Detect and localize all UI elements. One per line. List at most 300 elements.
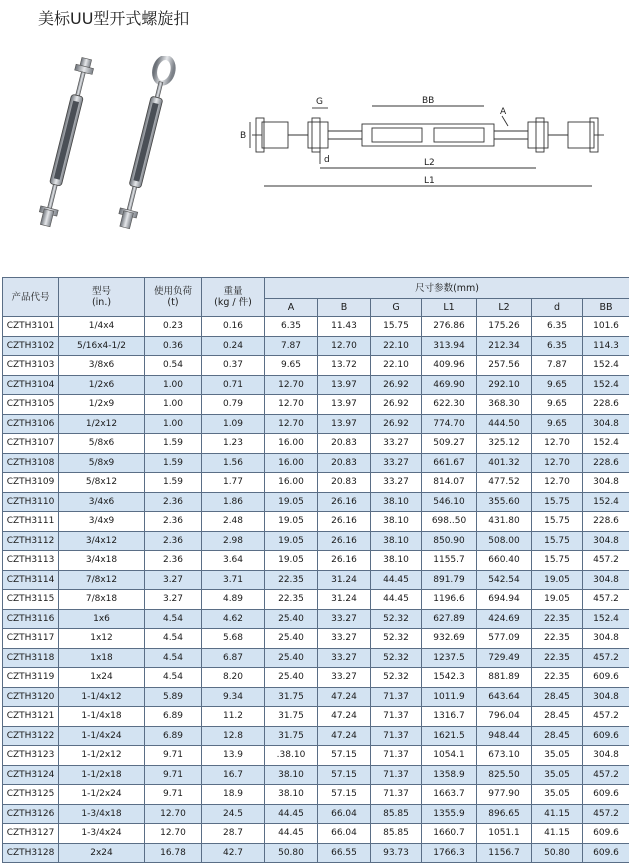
table-cell: 1/2x12: [59, 414, 145, 434]
table-cell: 228.6: [583, 512, 629, 532]
table-cell: CZTH3119: [3, 668, 59, 688]
table-cell: 57.15: [318, 785, 371, 805]
table-cell: 694.94: [477, 590, 532, 610]
table-cell: 12.70: [265, 375, 318, 395]
table-cell: 15.75: [532, 531, 583, 551]
table-cell: 47.24: [318, 687, 371, 707]
table-cell: CZTH3117: [3, 629, 59, 649]
table-cell: 1x6: [59, 609, 145, 629]
spec-table: [2, 277, 629, 863]
table-cell: 42.7: [202, 843, 265, 863]
table-cell: 1-1/2x24: [59, 785, 145, 805]
table-cell: 31.75: [265, 687, 318, 707]
table-cell: 25.40: [265, 668, 318, 688]
table-cell: 25.40: [265, 648, 318, 668]
table-cell: 577.09: [477, 629, 532, 649]
table-cell: 33.27: [318, 648, 371, 668]
table-cell: 66.04: [318, 804, 371, 824]
table-cell: 85.85: [371, 804, 422, 824]
table-cell: 26.16: [318, 531, 371, 551]
table-cell: 12.70: [265, 395, 318, 415]
table-cell: 3/4x18: [59, 551, 145, 571]
table-cell: CZTH3115: [3, 590, 59, 610]
table-cell: 31.75: [265, 726, 318, 746]
table-row: [3, 843, 629, 863]
table-cell: 304.8: [583, 629, 629, 649]
table-row: [3, 434, 629, 454]
table-cell: 3/4x9: [59, 512, 145, 532]
table-cell: 1-1/2x18: [59, 765, 145, 785]
table-cell: 1621.5: [422, 726, 477, 746]
table-cell: 26.92: [371, 414, 422, 434]
table-cell: 9.65: [532, 414, 583, 434]
table-cell: 2.36: [145, 551, 202, 571]
table-cell: 2.36: [145, 492, 202, 512]
table-cell: 19.05: [532, 570, 583, 590]
table-cell: 1.23: [202, 434, 265, 454]
table-cell: CZTH3103: [3, 356, 59, 376]
table-cell: 1x12: [59, 629, 145, 649]
table-cell: 0.23: [145, 317, 202, 337]
table-cell: 22.35: [265, 590, 318, 610]
table-cell: CZTH3104: [3, 375, 59, 395]
table-cell: 33.27: [318, 668, 371, 688]
table-cell: 1.86: [202, 492, 265, 512]
table-row: [3, 336, 629, 356]
table-cell: 9.34: [202, 687, 265, 707]
table-cell: 52.32: [371, 629, 422, 649]
turnbuckle-dimension-drawing: [232, 92, 622, 202]
table-cell: CZTH3123: [3, 746, 59, 766]
table-cell: 71.37: [371, 726, 422, 746]
table-cell: 477.52: [477, 473, 532, 493]
table-cell: 0.54: [145, 356, 202, 376]
table-cell: 6.89: [145, 707, 202, 727]
table-cell: 509.27: [422, 434, 477, 454]
table-cell: 3.27: [145, 590, 202, 610]
table-cell: 52.32: [371, 668, 422, 688]
table-cell: 31.75: [265, 707, 318, 727]
table-cell: CZTH3109: [3, 473, 59, 493]
table-cell: 796.04: [477, 707, 532, 727]
table-cell: 19.05: [532, 590, 583, 610]
table-cell: 66.04: [318, 824, 371, 844]
table-cell: 257.56: [477, 356, 532, 376]
table-cell: 66.55: [318, 843, 371, 863]
table-cell: 152.4: [583, 356, 629, 376]
table-cell: CZTH3108: [3, 453, 59, 473]
table-cell: 304.8: [583, 414, 629, 434]
table-cell: 1196.6: [422, 590, 477, 610]
table-cell: 814.07: [422, 473, 477, 493]
table-row: [3, 492, 629, 512]
table-cell: 0.36: [145, 336, 202, 356]
table-cell: CZTH3113: [3, 551, 59, 571]
table-cell: 1/4x4: [59, 317, 145, 337]
table-cell: 1.56: [202, 453, 265, 473]
table-cell: 643.64: [477, 687, 532, 707]
table-cell: 152.4: [583, 375, 629, 395]
table-cell: CZTH3125: [3, 785, 59, 805]
table-cell: 1156.7: [477, 843, 532, 863]
table-cell: 33.27: [318, 609, 371, 629]
table-row: [3, 824, 629, 844]
table-row: [3, 375, 629, 395]
table-cell: 16.00: [265, 434, 318, 454]
table-cell: 57.15: [318, 746, 371, 766]
table-cell: CZTH3105: [3, 395, 59, 415]
table-cell: 1542.3: [422, 668, 477, 688]
table-cell: 673.10: [477, 746, 532, 766]
table-cell: 15.75: [532, 512, 583, 532]
table-cell: 276.86: [422, 317, 477, 337]
table-cell: 50.80: [265, 843, 318, 863]
table-cell: 41.15: [532, 804, 583, 824]
table-cell: 20.83: [318, 434, 371, 454]
table-cell: 304.8: [583, 570, 629, 590]
table-cell: 12.70: [318, 336, 371, 356]
table-cell: 3.64: [202, 551, 265, 571]
table-cell: 1.59: [145, 453, 202, 473]
table-cell: 2.36: [145, 512, 202, 532]
table-cell: 9.71: [145, 785, 202, 805]
table-cell: 6.87: [202, 648, 265, 668]
table-cell: 19.05: [265, 492, 318, 512]
table-cell: 85.85: [371, 824, 422, 844]
table-cell: 38.10: [371, 551, 422, 571]
table-cell: 932.69: [422, 629, 477, 649]
table-cell: 31.24: [318, 570, 371, 590]
table-cell: 313.94: [422, 336, 477, 356]
table-cell: 13.72: [318, 356, 371, 376]
table-row: [3, 570, 629, 590]
header-weight: 重量 (kg / 件): [202, 278, 265, 317]
table-cell: 457.2: [583, 804, 629, 824]
table-cell: 212.34: [477, 336, 532, 356]
table-cell: 660.40: [477, 551, 532, 571]
table-cell: 26.92: [371, 375, 422, 395]
table-cell: 28.45: [532, 707, 583, 727]
label-bb: BB: [422, 96, 434, 106]
table-cell: 31.24: [318, 590, 371, 610]
table-cell: 93.73: [371, 843, 422, 863]
table-cell: 13.9: [202, 746, 265, 766]
table-cell: CZTH3111: [3, 512, 59, 532]
table-cell: 71.37: [371, 765, 422, 785]
table-cell: 18.9: [202, 785, 265, 805]
table-cell: 0.71: [202, 375, 265, 395]
table-cell: 457.2: [583, 590, 629, 610]
table-cell: 57.15: [318, 765, 371, 785]
table-cell: 7.87: [532, 356, 583, 376]
table-cell: 5/8x6: [59, 434, 145, 454]
table-cell: CZTH3121: [3, 707, 59, 727]
table-cell: 9.71: [145, 746, 202, 766]
table-cell: 4.62: [202, 609, 265, 629]
table-cell: 609.6: [583, 668, 629, 688]
table-cell: CZTH3127: [3, 824, 59, 844]
table-cell: 627.89: [422, 609, 477, 629]
table-cell: 47.24: [318, 707, 371, 727]
header-g: G: [371, 299, 422, 317]
table-cell: 20.83: [318, 473, 371, 493]
table-cell: 6.35: [532, 336, 583, 356]
table-cell: 850.90: [422, 531, 477, 551]
table-cell: 15.75: [371, 317, 422, 337]
table-cell: 26.16: [318, 551, 371, 571]
table-cell: 1316.7: [422, 707, 477, 727]
table-cell: 9.71: [145, 765, 202, 785]
table-cell: CZTH3102: [3, 336, 59, 356]
table-cell: 3/8x6: [59, 356, 145, 376]
table-row: [3, 356, 629, 376]
table-cell: 729.49: [477, 648, 532, 668]
table-cell: 19.05: [265, 531, 318, 551]
table-cell: 19.05: [265, 512, 318, 532]
table-cell: 35.05: [532, 785, 583, 805]
table-cell: 11.43: [318, 317, 371, 337]
table-cell: 33.27: [371, 453, 422, 473]
header-code: 产品代号: [3, 278, 59, 317]
table-cell: 4.89: [202, 590, 265, 610]
table-cell: 20.83: [318, 453, 371, 473]
table-row: [3, 785, 629, 805]
table-cell: 228.6: [583, 395, 629, 415]
table-row: [3, 726, 629, 746]
table-cell: 1.59: [145, 434, 202, 454]
table-cell: 5/16x4-1/2: [59, 336, 145, 356]
table-cell: 11.2: [202, 707, 265, 727]
table-cell: 152.4: [583, 609, 629, 629]
table-cell: 891.79: [422, 570, 477, 590]
table-cell: 0.79: [202, 395, 265, 415]
table-cell: CZTH3116: [3, 609, 59, 629]
header-bb: BB: [583, 299, 629, 317]
table-cell: 38.10: [371, 512, 422, 532]
table-cell: 6.35: [265, 317, 318, 337]
table-cell: 7/8x12: [59, 570, 145, 590]
table-cell: 26.92: [371, 395, 422, 415]
table-cell: 1011.9: [422, 687, 477, 707]
table-cell: 16.78: [145, 843, 202, 863]
table-cell: 152.4: [583, 492, 629, 512]
table-cell: 424.69: [477, 609, 532, 629]
table-cell: CZTH3110: [3, 492, 59, 512]
table-cell: 896.65: [477, 804, 532, 824]
table-cell: 1663.7: [422, 785, 477, 805]
table-cell: 457.2: [583, 551, 629, 571]
table-cell: 609.6: [583, 726, 629, 746]
table-row: [3, 765, 629, 785]
table-cell: 609.6: [583, 785, 629, 805]
table-cell: 44.45: [371, 590, 422, 610]
table-cell: 1x24: [59, 668, 145, 688]
table-cell: 12.70: [532, 434, 583, 454]
table-cell: 1.09: [202, 414, 265, 434]
table-cell: 50.80: [532, 843, 583, 863]
table-cell: CZTH3107: [3, 434, 59, 454]
table-cell: 1155.7: [422, 551, 477, 571]
table-cell: 9.65: [532, 375, 583, 395]
table-cell: 948.44: [477, 726, 532, 746]
header-l2: L2: [477, 299, 532, 317]
table-cell: 13.97: [318, 375, 371, 395]
header-l1: L1: [422, 299, 477, 317]
table-cell: 1358.9: [422, 765, 477, 785]
table-row: [3, 707, 629, 727]
page-title: 美标UU型开式螺旋扣: [38, 6, 189, 29]
table-cell: 52.32: [371, 648, 422, 668]
table-cell: 35.05: [532, 765, 583, 785]
header-d: d: [532, 299, 583, 317]
table-cell: 38.10: [371, 492, 422, 512]
table-cell: 661.67: [422, 453, 477, 473]
table-cell: 431.80: [477, 512, 532, 532]
table-cell: 33.27: [318, 629, 371, 649]
table-row: [3, 590, 629, 610]
table-cell: 71.37: [371, 785, 422, 805]
table-cell: 469.90: [422, 375, 477, 395]
table-cell: 15.75: [532, 492, 583, 512]
table-cell: CZTH3126: [3, 804, 59, 824]
table-cell: 977.90: [477, 785, 532, 805]
header-b: B: [318, 299, 371, 317]
table-cell: 304.8: [583, 473, 629, 493]
table-cell: 12.70: [265, 414, 318, 434]
table-cell: 304.8: [583, 687, 629, 707]
table-cell: 0.16: [202, 317, 265, 337]
table-cell: 1-3/4x18: [59, 804, 145, 824]
table-cell: 1054.1: [422, 746, 477, 766]
table-cell: 44.45: [265, 824, 318, 844]
table-cell: 26.16: [318, 512, 371, 532]
table-cell: 457.2: [583, 648, 629, 668]
table-cell: 28.45: [532, 726, 583, 746]
table-cell: 33.27: [371, 434, 422, 454]
table-cell: 1766.3: [422, 843, 477, 863]
table-cell: 22.35: [532, 609, 583, 629]
table-cell: CZTH3128: [3, 843, 59, 863]
table-cell: 12.70: [532, 453, 583, 473]
turnbuckle-left-icon: [36, 56, 95, 227]
table-cell: 368.30: [477, 395, 532, 415]
table-cell: 1355.9: [422, 804, 477, 824]
table-row: [3, 629, 629, 649]
table-cell: 2.48: [202, 512, 265, 532]
table-cell: 2.36: [145, 531, 202, 551]
table-cell: 33.27: [371, 473, 422, 493]
header-a: A: [265, 299, 318, 317]
table-cell: 22.35: [532, 648, 583, 668]
table-cell: 35.05: [532, 746, 583, 766]
table-cell: CZTH3120: [3, 687, 59, 707]
table-cell: 1.77: [202, 473, 265, 493]
table-cell: 7.87: [265, 336, 318, 356]
table-row: [3, 746, 629, 766]
table-cell: CZTH3112: [3, 531, 59, 551]
table-cell: 609.6: [583, 843, 629, 863]
table-cell: CZTH3101: [3, 317, 59, 337]
table-cell: 71.37: [371, 687, 422, 707]
table-cell: 3.27: [145, 570, 202, 590]
table-cell: 457.2: [583, 707, 629, 727]
table-cell: CZTH3118: [3, 648, 59, 668]
label-d: d: [324, 155, 330, 165]
label-a: A: [500, 107, 507, 117]
table-cell: 114.3: [583, 336, 629, 356]
label-g: G: [316, 97, 323, 107]
table-cell: 22.35: [532, 668, 583, 688]
table-cell: 3/4x12: [59, 531, 145, 551]
table-row: [3, 551, 629, 571]
table-cell: 38.10: [371, 531, 422, 551]
table-cell: 1051.1: [477, 824, 532, 844]
table-cell: 5.68: [202, 629, 265, 649]
table-cell: 542.54: [477, 570, 532, 590]
table-cell: 22.10: [371, 336, 422, 356]
table-cell: 16.00: [265, 453, 318, 473]
table-cell: 825.50: [477, 765, 532, 785]
table-cell: 4.54: [145, 629, 202, 649]
table-cell: 6.89: [145, 726, 202, 746]
table-row: [3, 648, 629, 668]
table-cell: .38.10: [265, 746, 318, 766]
table-cell: 1.00: [145, 414, 202, 434]
table-cell: 22.35: [532, 629, 583, 649]
table-cell: 774.70: [422, 414, 477, 434]
table-cell: 24.5: [202, 804, 265, 824]
table-cell: 1660.7: [422, 824, 477, 844]
table-cell: 1.59: [145, 473, 202, 493]
header-dims: 尺寸参数(mm): [265, 278, 629, 299]
table-cell: 698..50: [422, 512, 477, 532]
table-cell: 1/2x9: [59, 395, 145, 415]
table-row: [3, 473, 629, 493]
table-cell: 44.45: [265, 804, 318, 824]
label-b: B: [240, 131, 246, 141]
table-cell: 457.2: [583, 765, 629, 785]
table-cell: 19.05: [265, 551, 318, 571]
table-cell: 409.96: [422, 356, 477, 376]
table-cell: 12.70: [532, 473, 583, 493]
table-row: [3, 804, 629, 824]
table-cell: 2x24: [59, 843, 145, 863]
table-cell: 16.7: [202, 765, 265, 785]
header-model: 型号 (in.): [59, 278, 145, 317]
table-cell: 47.24: [318, 726, 371, 746]
table-cell: 1.00: [145, 375, 202, 395]
header-load: 使用负荷 (t): [145, 278, 202, 317]
table-cell: 9.65: [265, 356, 318, 376]
table-cell: 1-1/4x24: [59, 726, 145, 746]
label-l1: L1: [424, 176, 435, 186]
table-cell: 1237.5: [422, 648, 477, 668]
table-cell: 175.26: [477, 317, 532, 337]
table-row: [3, 609, 629, 629]
table-cell: 12.8: [202, 726, 265, 746]
table-cell: 3.71: [202, 570, 265, 590]
table-cell: 1-1/4x18: [59, 707, 145, 727]
table-cell: 622.30: [422, 395, 477, 415]
table-cell: 15.75: [532, 551, 583, 571]
table-cell: 1/2x6: [59, 375, 145, 395]
table-cell: 0.37: [202, 356, 265, 376]
table-cell: 5/8x9: [59, 453, 145, 473]
table-cell: 5/8x12: [59, 473, 145, 493]
table-cell: CZTH3124: [3, 765, 59, 785]
table-cell: 292.10: [477, 375, 532, 395]
table-cell: 5.89: [145, 687, 202, 707]
